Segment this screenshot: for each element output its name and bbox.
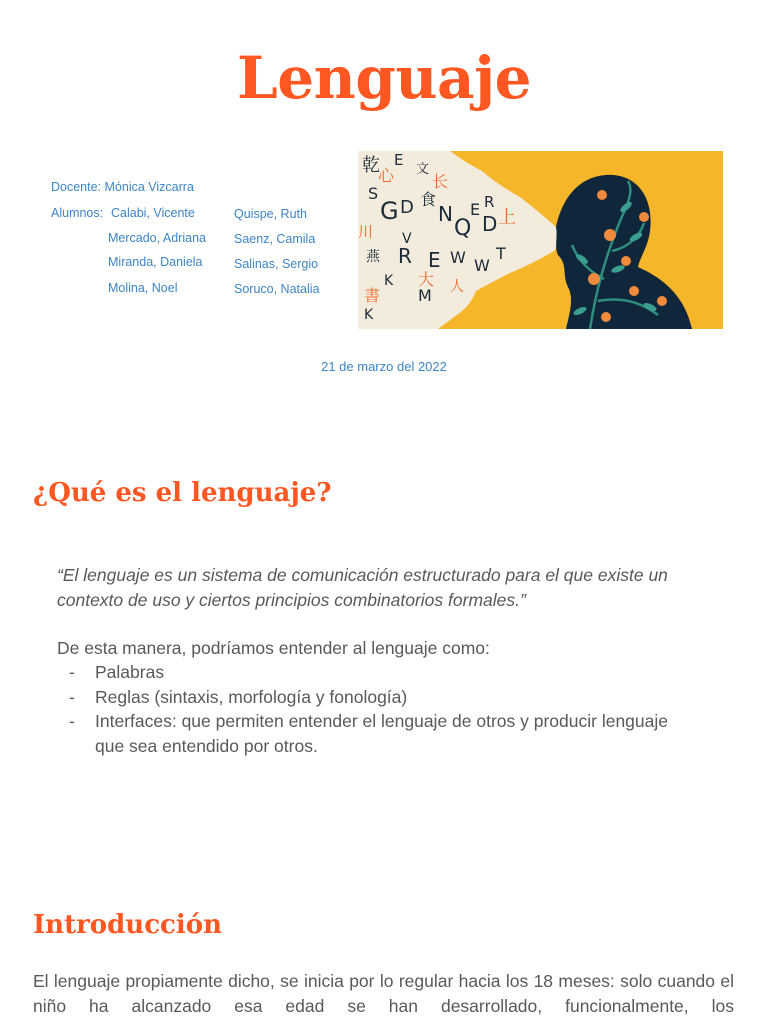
svg-text:M: M xyxy=(418,286,432,305)
list-item xyxy=(57,709,697,758)
section-heading: Introducción xyxy=(33,910,222,940)
svg-text:E: E xyxy=(394,151,404,169)
svg-text:燕: 燕 xyxy=(366,249,380,265)
teacher-line: Docente: Mónica Vizcarra xyxy=(51,180,194,194)
svg-text:川: 川 xyxy=(358,223,374,241)
language-components-list xyxy=(57,660,697,758)
svg-text:K: K xyxy=(364,307,374,323)
list-bullet: - xyxy=(69,662,75,682)
list-item-text: Palabras xyxy=(95,662,165,682)
svg-text:心: 心 xyxy=(378,166,395,185)
document-title: Lenguaje xyxy=(236,44,532,112)
svg-text:E: E xyxy=(470,200,481,219)
svg-text:T: T xyxy=(496,244,506,263)
svg-text:G: G xyxy=(380,197,399,225)
svg-text:E: E xyxy=(428,248,441,272)
svg-text:R: R xyxy=(398,244,412,268)
list-intro: De esta manera, podríamos entender al lenguaje como: xyxy=(57,638,490,658)
language-illustration xyxy=(358,151,723,329)
student-name: Salinas, Sergio xyxy=(234,257,319,271)
intro-paragraph: El lenguaje propiamente dicho, se inicia por lo regular hacia los 18 meses: solo cuando el niño ha alcanzado esa edad se han desarrollado, funcionalmente, los xyxy=(33,971,734,1016)
list-bullet: - xyxy=(69,686,75,707)
svg-text:S: S xyxy=(368,184,379,203)
list-item-text: Interfaces: que permiten entender el lenguaje de otros y producir lenguaje que sea entendido por otros. xyxy=(95,711,669,756)
svg-text:上: 上 xyxy=(498,207,516,228)
student-name: Mercado, Adriana xyxy=(108,231,206,245)
list-item xyxy=(57,685,697,710)
students-label: Alumnos: xyxy=(51,206,104,220)
svg-text:文: 文 xyxy=(416,162,430,177)
svg-text:W: W xyxy=(450,248,466,267)
svg-text:人: 人 xyxy=(450,279,464,295)
definition-quote: “El lenguaje es un sistema de comunicación estructurado para el que existe un contexto de uso y ciertos principios combinatorios formales.” xyxy=(57,565,668,610)
svg-text:V: V xyxy=(402,231,412,247)
section-heading: ¿Qué es el lenguaje? xyxy=(33,478,332,508)
student-name: Calabi, Vicente xyxy=(111,206,195,220)
student-name: Saenz, Camila xyxy=(234,232,316,246)
student-name: Molina, Noel xyxy=(108,281,178,295)
svg-text:D: D xyxy=(400,197,414,218)
student-name: Soruco, Natalia xyxy=(234,282,320,296)
svg-text:D: D xyxy=(482,212,498,236)
svg-text:食: 食 xyxy=(420,190,437,209)
list-item-text: Reglas (sintaxis, morfología y fonología) xyxy=(95,686,408,707)
svg-text:Q: Q xyxy=(454,216,472,241)
svg-text:書: 書 xyxy=(364,286,381,305)
svg-text:R: R xyxy=(484,193,495,211)
list-item xyxy=(57,660,697,685)
svg-text:W: W xyxy=(474,256,490,275)
svg-text:大: 大 xyxy=(418,270,435,289)
svg-text:K: K xyxy=(384,273,394,289)
list-bullet: - xyxy=(69,711,75,731)
svg-text:长: 长 xyxy=(432,172,449,191)
student-name: Miranda, Daniela xyxy=(108,255,203,269)
svg-text:N: N xyxy=(438,202,453,226)
student-name: Quispe, Ruth xyxy=(234,207,307,221)
document-date: 21 de marzo del 2022 xyxy=(321,359,447,374)
svg-text:乾: 乾 xyxy=(362,155,380,176)
